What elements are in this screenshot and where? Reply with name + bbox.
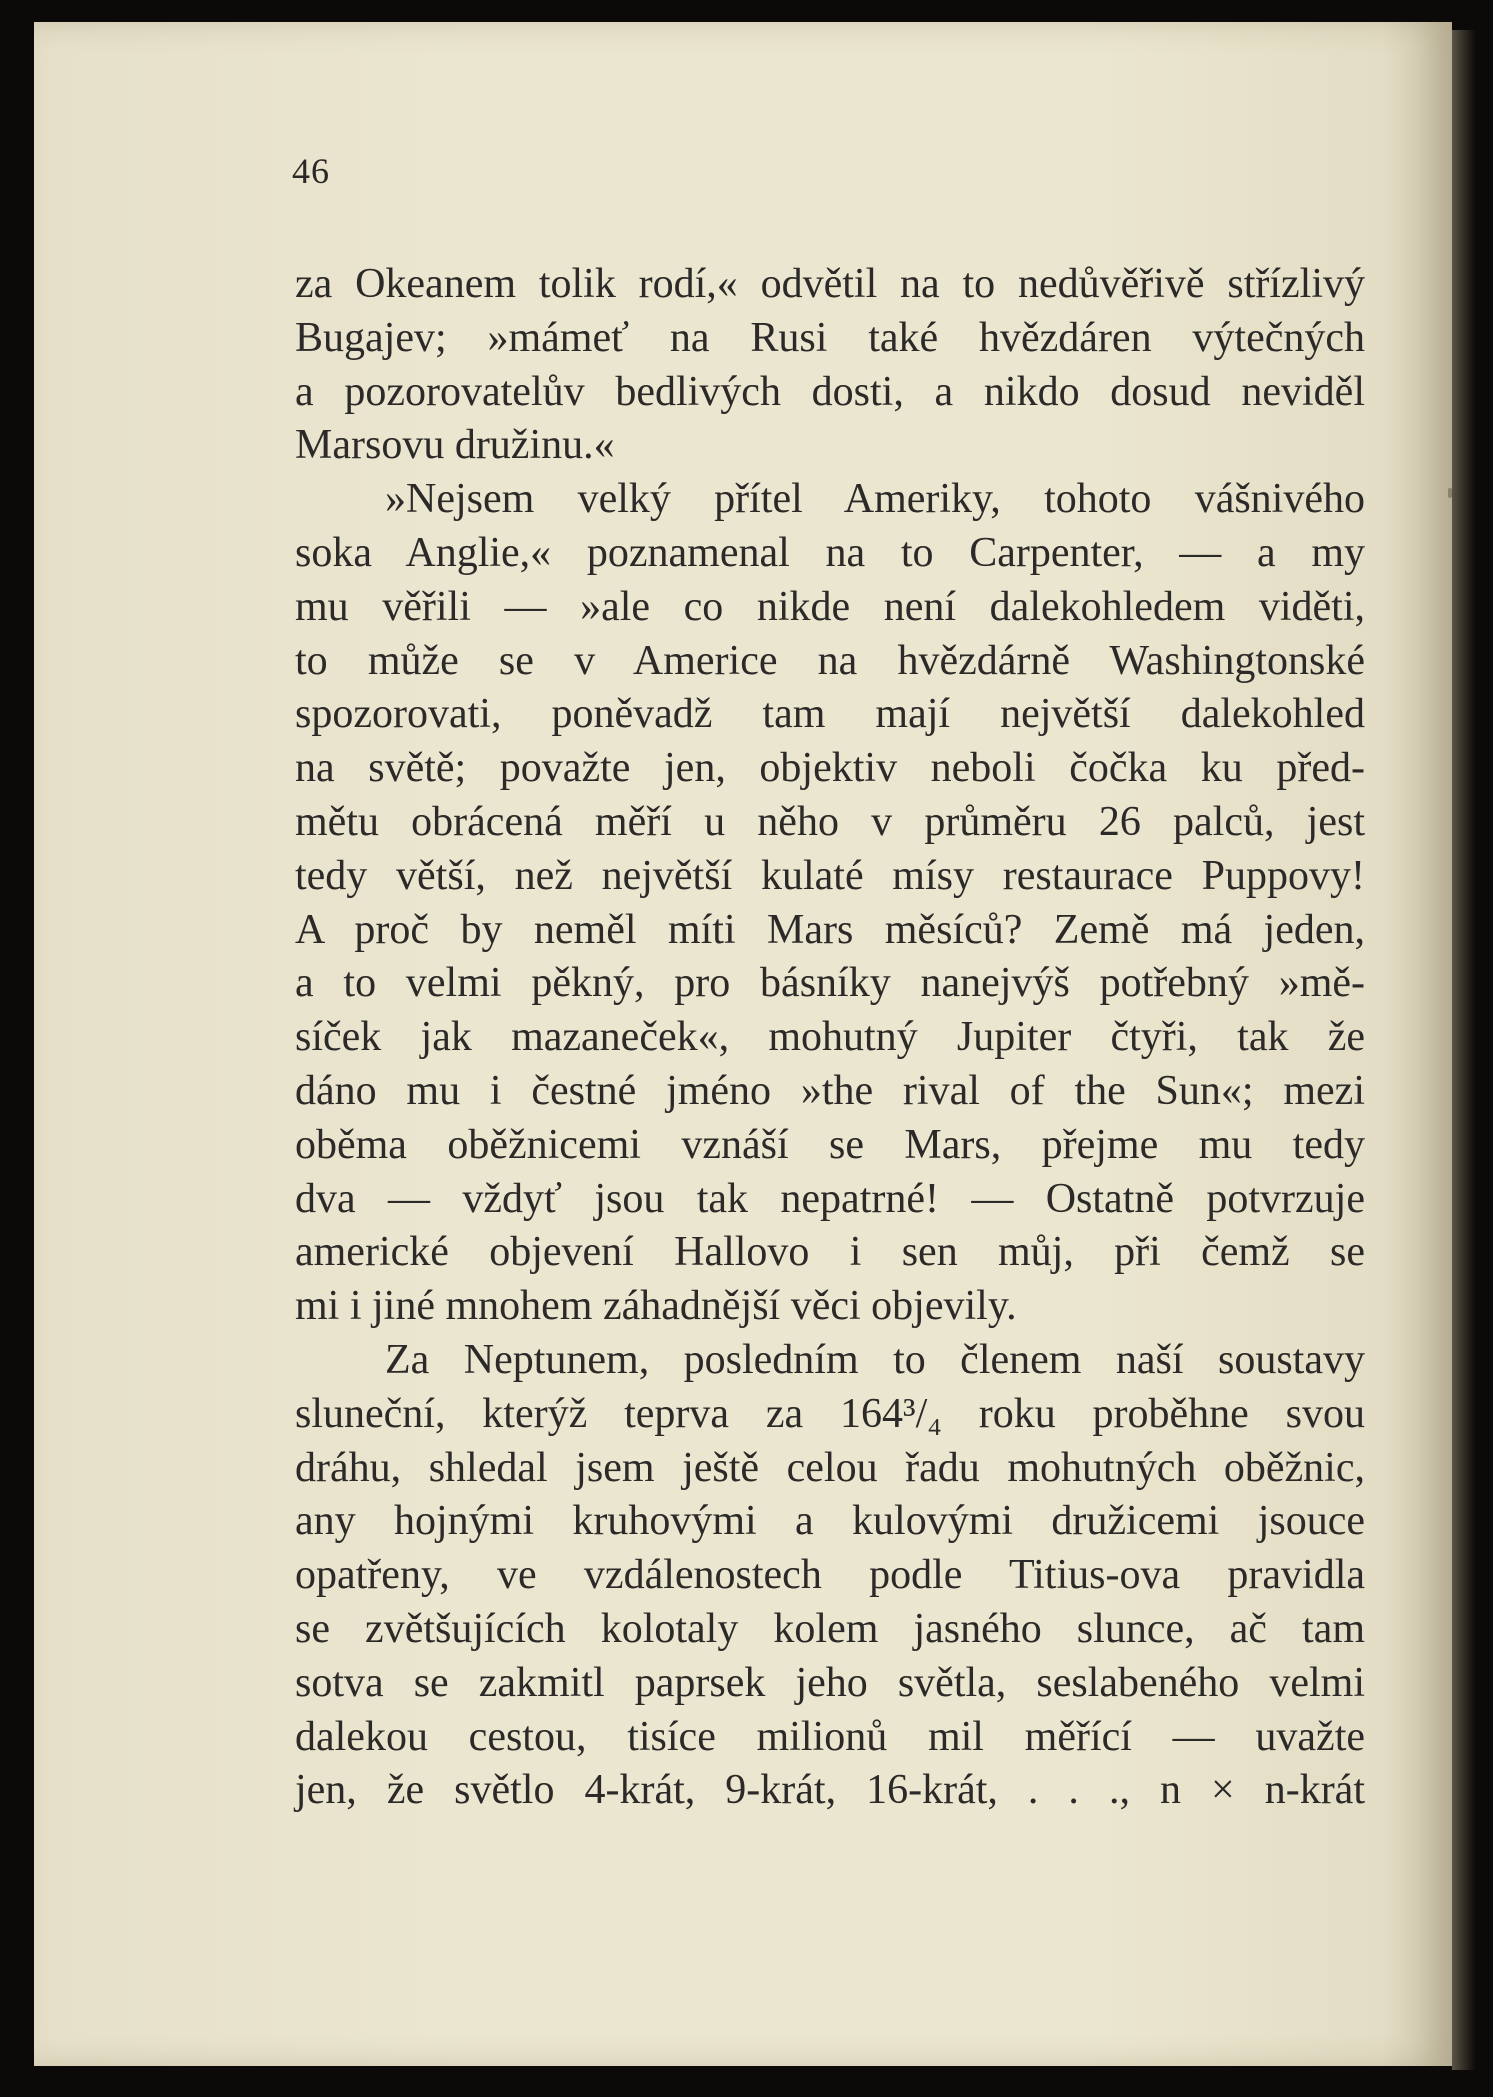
book-spine-shadow xyxy=(1452,30,1476,2070)
text-line: sluneční, kterýž teprva za 164³/₄ roku proběhne svou xyxy=(295,1390,1365,1437)
text-line: a to velmi pěkný, pro básníky nanejvýš potřebný »mě- xyxy=(295,960,1365,1007)
text-line: opatřeny, ve vzdálenostech podle Titius-ova pravidla xyxy=(295,1552,1365,1599)
paper-speck xyxy=(1448,488,1452,498)
text-line: síček jak mazaneček«, mohutný Jupiter čtyři, tak že xyxy=(295,1014,1365,1061)
text-line: dalekou cestou, tisíce milionů mil měřící — uvažte xyxy=(295,1713,1365,1760)
text-line: mu věřili — »ale co nikde není dalekohledem viděti, xyxy=(295,583,1365,630)
text-line: dráhu, shledal jsem ještě celou řadu mohutných oběžnic, xyxy=(295,1444,1365,1491)
text-line: Bugajev; »mámeť na Rusi také hvězdáren výtečných xyxy=(295,314,1365,361)
body-text xyxy=(295,258,1365,1818)
text-line: a pozorovatelův bedlivých dosti, a nikdo dosud neviděl xyxy=(295,368,1365,415)
text-line: A proč by neměl míti Mars měsíců? Země má jeden, xyxy=(295,906,1365,953)
text-line: spozorovati, poněvadž tam mají největší dalekohled xyxy=(295,691,1365,738)
text-line: mětu obrácená měří u něho v průměru 26 palců, jest xyxy=(295,798,1365,845)
text-line: to může se v Americe na hvězdárně Washingtonské xyxy=(295,637,1365,684)
text-line: na světě; považte jen, objektiv neboli čočka ku před- xyxy=(295,745,1365,792)
text-line: »Nejsem velký přítel Ameriky, tohoto vášnivého xyxy=(385,476,1365,523)
text-line: dva — vždyť jsou tak nepatrné! — Ostatně potvrzuje xyxy=(295,1175,1365,1222)
text-line: soka Anglie,« poznamenal na to Carpenter, — a my xyxy=(295,529,1365,576)
text-line: jen, že světlo 4-krát, 9-krát, 16-krát, . . ., n × n-krát xyxy=(295,1767,1365,1814)
text-line: tedy větší, než největší kulaté mísy restaurace Puppovy! xyxy=(295,852,1365,899)
text-line: Za Neptunem, posledním to členem naší soustavy xyxy=(385,1336,1365,1383)
text-line: Marsovu družinu.« xyxy=(295,422,615,469)
text-line: oběma oběžnicemi vznáší se Mars, přejme mu tedy xyxy=(295,1121,1365,1168)
text-line: americké objevení Hallovo i sen můj, při čemž se xyxy=(295,1229,1365,1276)
text-line: mi i jiné mnohem záhadnější věci objevily. xyxy=(295,1283,1017,1330)
page-number: 46 xyxy=(292,151,330,191)
text-line: dáno mu i čestné jméno »the rival of the Sun«; mezi xyxy=(295,1067,1365,1114)
text-line: sotva se zakmitl paprsek jeho světla, seslabeného velmi xyxy=(295,1659,1365,1706)
text-line: se zvětšujících kolotaly kolem jasného slunce, ač tam xyxy=(295,1605,1365,1652)
text-line: za Okeanem tolik rodí,« odvětil na to nedůvěřivě střízlivý xyxy=(295,261,1365,307)
text-line: any hojnými kruhovými a kulovými družicemi jsouce xyxy=(295,1498,1365,1545)
